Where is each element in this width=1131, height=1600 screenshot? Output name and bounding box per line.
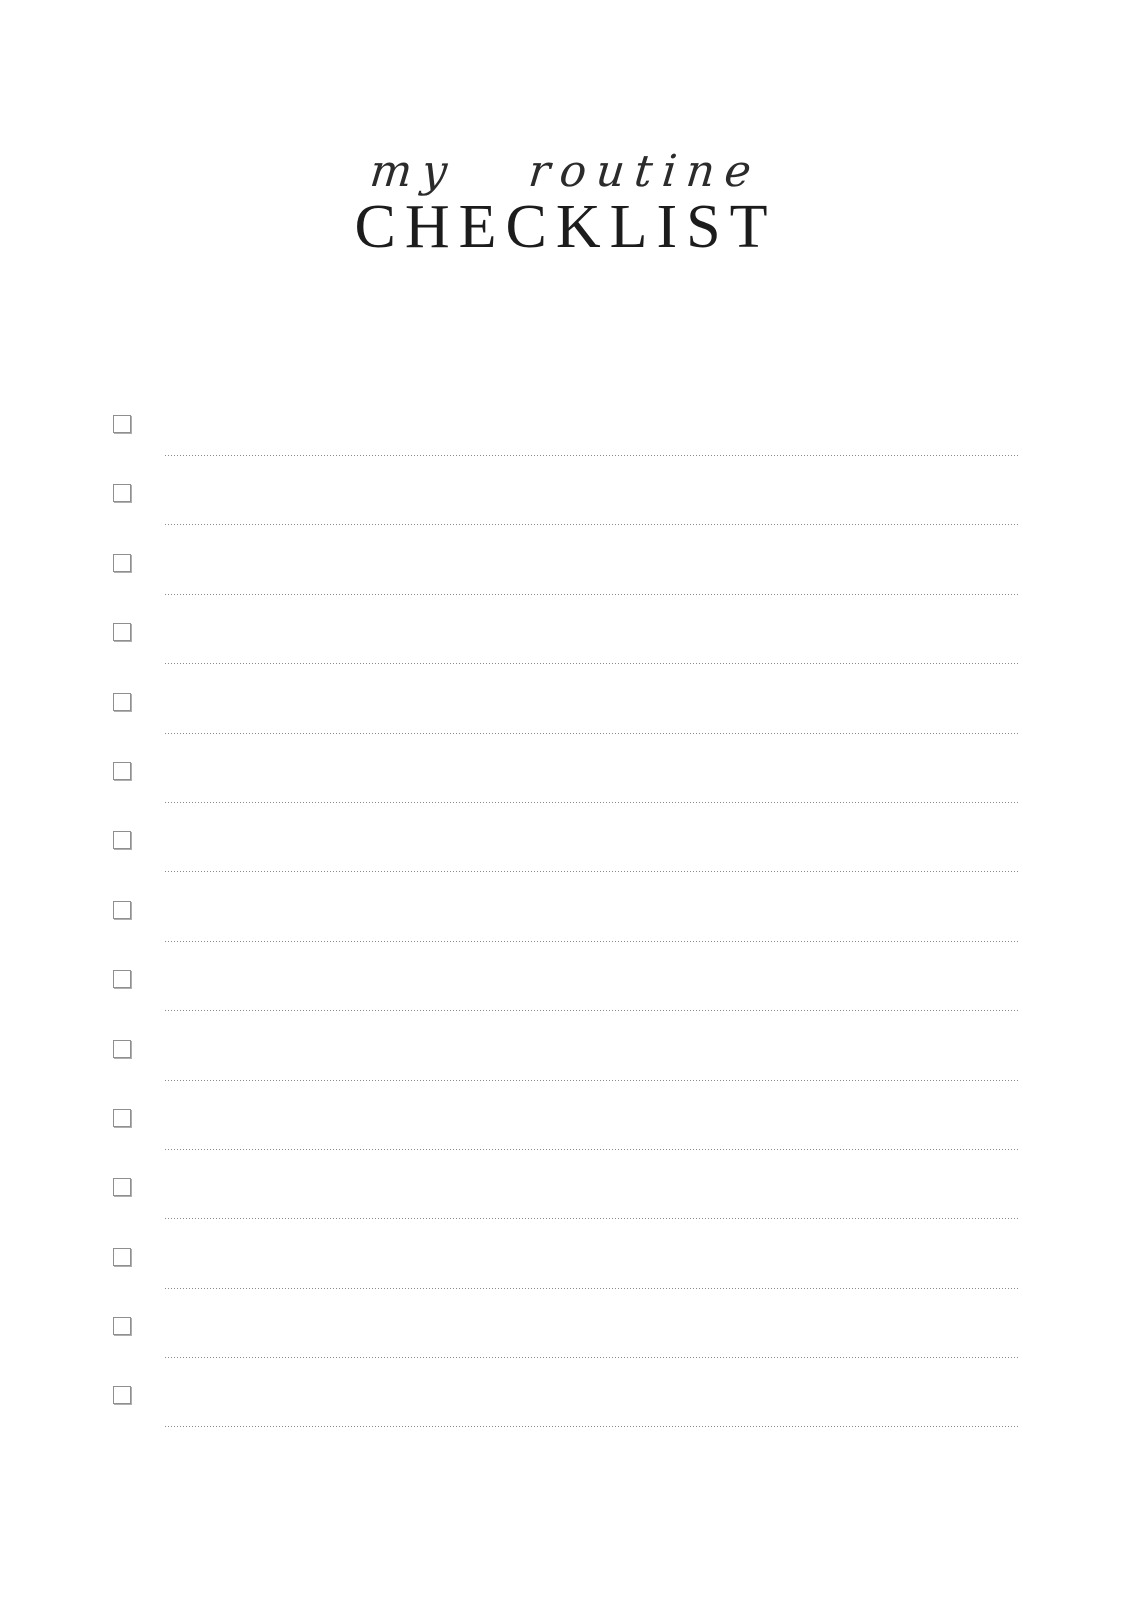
checklist-row — [0, 1237, 1131, 1306]
entry-line[interactable] — [165, 1356, 1020, 1358]
checkbox[interactable] — [113, 484, 131, 502]
entry-line[interactable] — [165, 1009, 1020, 1011]
checkbox[interactable] — [113, 1109, 131, 1127]
entry-line[interactable] — [165, 1425, 1020, 1427]
checkbox[interactable] — [113, 901, 131, 919]
checkbox[interactable] — [113, 415, 131, 433]
checkbox[interactable] — [113, 1040, 131, 1058]
checkbox[interactable] — [113, 831, 131, 849]
entry-line[interactable] — [165, 662, 1020, 664]
checklist-row — [0, 820, 1131, 889]
checklist-row — [0, 543, 1131, 612]
checklist-row — [0, 682, 1131, 751]
checkbox[interactable] — [113, 762, 131, 780]
checklist-row — [0, 1167, 1131, 1236]
checklist-row — [0, 890, 1131, 959]
entry-line[interactable] — [165, 1217, 1020, 1219]
checklist-row — [0, 1375, 1131, 1444]
checkbox[interactable] — [113, 1178, 131, 1196]
entry-line[interactable] — [165, 940, 1020, 942]
checklist-row — [0, 473, 1131, 542]
entry-line[interactable] — [165, 593, 1020, 595]
checkbox[interactable] — [113, 623, 131, 641]
checkbox[interactable] — [113, 1386, 131, 1404]
checkbox[interactable] — [113, 554, 131, 572]
page-title: CHECKLIST — [354, 193, 777, 261]
checklist-row — [0, 404, 1131, 473]
title-script: my routine — [367, 146, 764, 197]
checkbox[interactable] — [113, 1317, 131, 1335]
entry-line[interactable] — [165, 1079, 1020, 1081]
checkbox[interactable] — [113, 693, 131, 711]
checklist-row — [0, 1029, 1131, 1098]
checklist-row — [0, 612, 1131, 681]
checklist-row — [0, 751, 1131, 820]
entry-line[interactable] — [165, 732, 1020, 734]
checkbox[interactable] — [113, 1248, 131, 1266]
checkbox[interactable] — [113, 970, 131, 988]
checklist-row — [0, 959, 1131, 1028]
entry-line[interactable] — [165, 523, 1020, 525]
checklist-row — [0, 1098, 1131, 1167]
entry-line[interactable] — [165, 870, 1020, 872]
checklist-row — [0, 1306, 1131, 1375]
checklist-rows — [0, 404, 1131, 1445]
header — [0, 0, 1131, 300]
entry-line[interactable] — [165, 454, 1020, 456]
entry-line[interactable] — [165, 1287, 1020, 1289]
entry-line[interactable] — [165, 1148, 1020, 1150]
entry-line[interactable] — [165, 801, 1020, 803]
